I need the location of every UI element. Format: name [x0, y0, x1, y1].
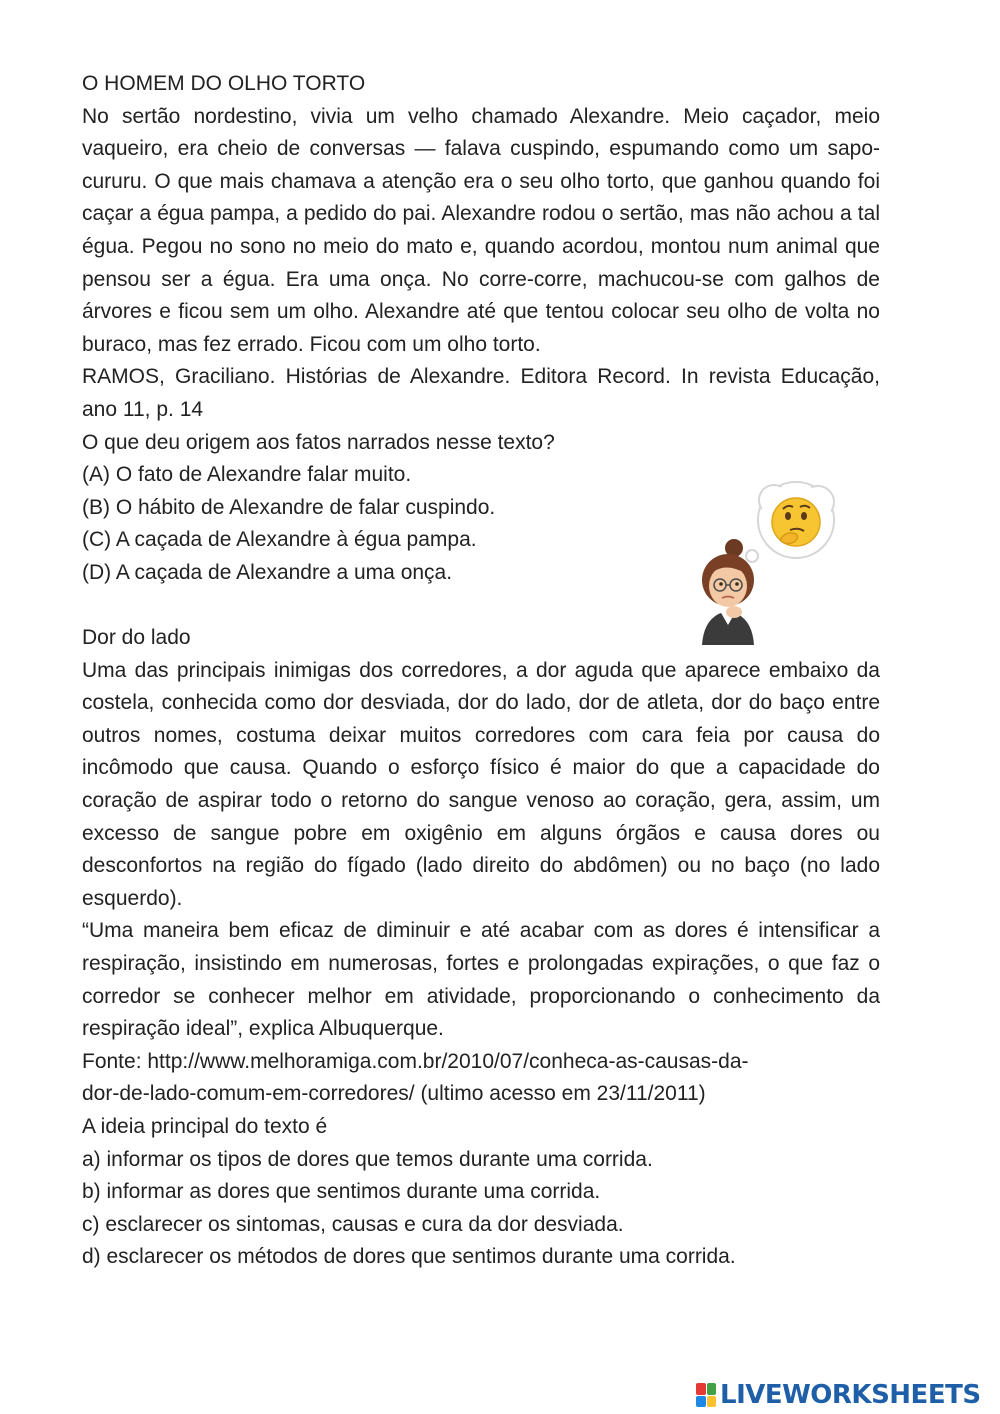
story2-option-b: b) informar as dores que sentimos durante uma corrida. [82, 1180, 601, 1204]
thinking-woman-icon [688, 480, 848, 645]
logo-square-green [707, 1383, 717, 1395]
story2-question: A ideia principal do texto é [82, 1115, 328, 1138]
story2-option-c: c) esclarecer os sintomas, causas e cura da dor desviada. [82, 1212, 624, 1236]
story1-option-d: (D) A caçada de Alexandre a uma onça. [82, 560, 453, 584]
story2-title: Dor do lado [82, 626, 191, 650]
story1-body: No sertão nordestino, vivia um velho chamado Alexandre. Meio caçador, meio vaqueiro, era cheio de conversas — falava cuspindo, espumando como um sapo-cururu. O que mais chamava a atenção era o seu olho torto, que ganhou quando foi caçar a égua pampa, a pedido do pai. Alexandre rodou o sertão, mas não achou a tal égua. Pegou no sono no meio do mato e, quando acordou, montou num animal que pensou ser a égua. Era uma onça. No corre-corre, machucou-se com galhos de árvores e ficou sem um olho. Alexandre até que tentou colocar seu olho de volta no buraco, mas fez errado. Ficou com um olho torto. [82, 104, 880, 356]
story2-source-line1: Fonte: http://www.melhoramiga.com.br/2010/07/conheca-as-causas-da- [82, 1049, 749, 1073]
story2-option-d: d) esclarecer os métodos de dores que sentimos durante uma corrida. [82, 1245, 736, 1269]
story1-option-c: (C) A caçada de Alexandre à égua pampa. [82, 528, 477, 552]
story2-quote: “Uma maneira bem eficaz de diminuir e até acabar com as dores é intensificar a respiração, insistindo em numerosas, fortes e prolongadas expirações, o que faz o corredor se conhecer melhor em atividade, proporcionando o conhecimento da respiração ideal”, explica Albuquerque. [82, 919, 880, 1041]
story1-title: O HOMEM DO OLHO TORTO [82, 72, 366, 95]
liveworksheets-logo [696, 1380, 981, 1410]
story1-question: O que deu origem aos fatos narrados nesse texto? [82, 430, 555, 454]
story1-option-b: (B) O hábito de Alexandre de falar cuspindo. [82, 495, 496, 519]
story2-body: Uma das principais inimigas dos corredores, a dor aguda que aparece embaixo da costela, conhecida como dor desviada, dor do lado, dor de atleta, dor do baço entre outros nomes, costuma deixar muitos corredores com cara feia por causa do incômodo que causa. Quando o esforço físico é maior do que a capacidade do coração de aspirar todo o retorno do sangue venoso ao coração, gera, assim, um excesso de sangue pobre em oxigênio em alguns órgãos e causa dores ou desconfortos na região do fígado (lado direito do abdômen) ou no baço (no lado esquerdo). [82, 658, 880, 910]
logo-square-blue [696, 1396, 706, 1408]
worksheet-page [82, 68, 880, 1274]
logo-text: LIVEWORKSHEETS [720, 1380, 981, 1410]
logo-square-red [696, 1383, 706, 1395]
story2-option-a: a) informar os tipos de dores que temos durante uma corrida. [82, 1147, 653, 1171]
logo-mark-icon [696, 1383, 716, 1407]
story1-option-a: (A) O fato de Alexandre falar muito. [82, 463, 412, 487]
story2-source-line2: dor-de-lado-comum-em-corredores/ (ultimo acesso em 23/11/2011) [82, 1082, 706, 1106]
logo-square-yellow [707, 1396, 717, 1408]
story1-reference: RAMOS, Graciliano. Histórias de Alexandre. Editora Record. In revista Educação, ano 11, p. 14 [82, 365, 880, 421]
